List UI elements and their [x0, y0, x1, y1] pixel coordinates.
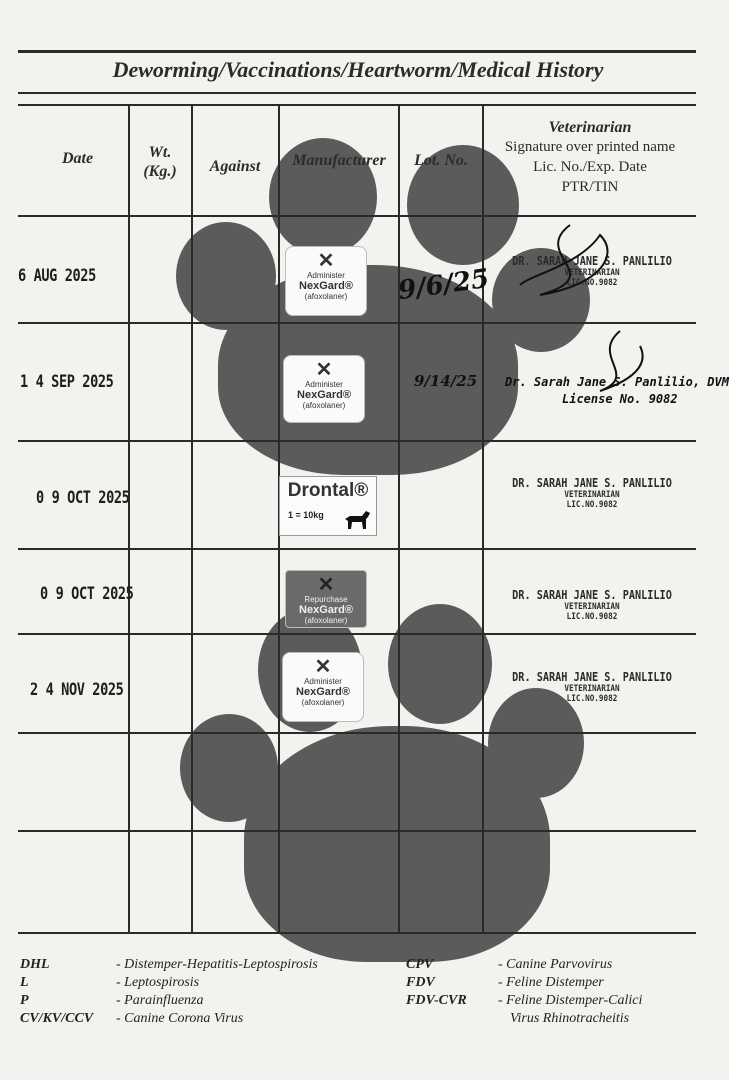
legend-item — [406, 956, 698, 974]
header-vet-title: Veterinarian — [548, 119, 632, 136]
row2-lot-no: 9/14/25 — [414, 372, 478, 390]
row4-vet-lic: LIC.NO.9082 — [566, 612, 618, 622]
row5-date: 2 4 NOV 2025 — [30, 680, 124, 700]
dog-icon — [342, 507, 372, 531]
legend-text: - Parainfluenza — [116, 993, 204, 1008]
header-manufacturer: Manufacturer — [292, 152, 386, 169]
row-rule-1 — [18, 322, 696, 324]
row2-sticker-administer: Administer — [305, 380, 343, 389]
row5-sticker-brand: NexGard® — [296, 686, 350, 698]
nexgard-x-icon: ✕ — [317, 250, 335, 272]
legend-abbr: CV/KV/CCV — [20, 1011, 94, 1026]
row3-vet-role: VETERINARIAN — [564, 490, 620, 500]
row-rule-5 — [18, 732, 696, 734]
row5-vet-name: DR. SARAH JANE S. PANLILIO — [512, 670, 672, 684]
row-rule-2 — [18, 440, 696, 442]
header-date: Date — [61, 150, 94, 167]
row4-sticker-repurchase: Repurchase — [304, 595, 348, 604]
legend-left — [20, 956, 400, 1028]
row2-date: 1 4 SEP 2025 — [20, 372, 114, 392]
row1-nexgard-sticker — [285, 246, 367, 316]
legend-abbr: CPV — [406, 957, 434, 972]
row1-sticker-administer: Administer — [307, 271, 345, 280]
col-line-1 — [128, 105, 130, 933]
row2-vet-lic: License No. 9082 — [562, 392, 678, 406]
legend-item — [406, 992, 698, 1010]
drontal-dose: 1 = 10kg — [288, 510, 324, 520]
legend-right — [406, 956, 698, 1028]
row1-sticker-generic: (afoxolaner) — [304, 292, 348, 301]
row-rule-3 — [18, 548, 696, 550]
row1-vet-name: DR. SARAH JANE S. PANLILIO — [512, 254, 672, 268]
row2-sticker-generic: (afoxolaner) — [302, 401, 346, 410]
row4-date: 0 9 OCT 2025 — [40, 584, 134, 604]
row4-vet-name: DR. SARAH JANE S. PANLILIO — [512, 588, 672, 602]
row2-vet-name: Dr. Sarah Jane S. Panlilio, DVM — [505, 375, 729, 389]
row4-vet-stamp — [504, 588, 681, 622]
legend-text: - Canine Corona Virus — [116, 1011, 244, 1026]
row3-drontal-sticker — [279, 476, 377, 536]
legend-abbr: FDV — [406, 975, 435, 990]
drontal-brand: Drontal® — [287, 480, 369, 501]
header-weight-line1: Wt. — [148, 144, 172, 161]
legend-item — [20, 1010, 400, 1028]
row4-nexgard-sticker — [285, 570, 367, 628]
page-title: Deworming/Vaccinations/Heartworm/Medical History — [112, 57, 604, 82]
header-against: Against — [209, 158, 261, 175]
legend-abbr: FDV-CVR — [406, 993, 467, 1008]
row1-vet-lic: LIC.NO.9082 — [566, 278, 618, 288]
col-line-2 — [191, 105, 193, 933]
legend-item — [406, 1010, 698, 1028]
row1-date: 6 AUG 2025 — [18, 266, 96, 286]
row1-vet-role: VETERINARIAN — [564, 268, 620, 278]
header-lot-no: Lot. No. — [414, 152, 468, 169]
nexgard-x-icon: ✕ — [315, 359, 333, 381]
legend-item — [20, 956, 400, 974]
nexgard-x-icon: ✕ — [317, 574, 335, 596]
nexgard-x-icon: ✕ — [314, 656, 332, 678]
legend-text: - Distemper-Hepatitis-Leptospirosis — [116, 957, 318, 972]
row5-vet-role: VETERINARIAN — [564, 684, 620, 694]
legend-item — [20, 974, 400, 992]
row3-vet-lic: LIC.NO.9082 — [566, 500, 618, 510]
top-rule — [18, 50, 696, 53]
legend-text: - Canine Parvovirus — [498, 957, 613, 972]
legend-item — [20, 992, 400, 1010]
legend-text: - Feline Distemper — [498, 975, 604, 990]
bottom-rule — [18, 932, 696, 934]
row1-signature — [510, 215, 630, 305]
title-rule-1 — [18, 92, 696, 94]
legend-abbr: P — [20, 993, 29, 1008]
header-vet-line2: Signature over printed name — [504, 139, 676, 155]
legend-abbr: L — [20, 975, 29, 990]
row1-sticker-brand: NexGard® — [299, 280, 353, 292]
legend-text: - Feline Distemper-Calici — [498, 993, 643, 1008]
row1-lot-no: 9/6/25 — [396, 263, 492, 307]
header-vet-line3: Lic. No./Exp. Date — [533, 159, 647, 175]
row-rule-4 — [18, 633, 696, 635]
row3-vet-name: DR. SARAH JANE S. PANLILIO — [512, 476, 672, 490]
header-vet-line4: PTR/TIN — [561, 179, 619, 195]
header-weight — [130, 143, 190, 181]
row2-signature — [580, 326, 670, 396]
row4-sticker-generic: (afoxolaner) — [304, 616, 348, 625]
legend-text: Virus Rhinotracheitis — [510, 1011, 630, 1026]
row-rule-6 — [18, 830, 696, 832]
header-veterinarian — [484, 118, 696, 197]
title-rule-2 — [18, 104, 696, 106]
row2-sticker-brand: NexGard® — [297, 389, 351, 401]
row2-nexgard-sticker — [283, 355, 365, 423]
row5-sticker-generic: (afoxolaner) — [301, 698, 345, 707]
col-line-5 — [482, 105, 484, 933]
legend-text: - Leptospirosis — [116, 975, 200, 990]
col-line-4 — [398, 105, 400, 933]
row5-vet-stamp — [504, 670, 681, 704]
row5-nexgard-sticker — [282, 652, 364, 722]
row4-vet-role: VETERINARIAN — [564, 602, 620, 612]
header-weight-line2: (Kg.) — [143, 163, 177, 180]
row3-vet-stamp — [504, 476, 681, 510]
row3-date: 0 9 OCT 2025 — [36, 488, 130, 508]
legend-abbr: DHL — [20, 957, 50, 972]
row5-vet-lic: LIC.NO.9082 — [566, 694, 618, 704]
row4-sticker-brand: NexGard® — [299, 604, 353, 616]
row5-sticker-administer: Administer — [304, 677, 342, 686]
legend-item — [406, 974, 698, 992]
